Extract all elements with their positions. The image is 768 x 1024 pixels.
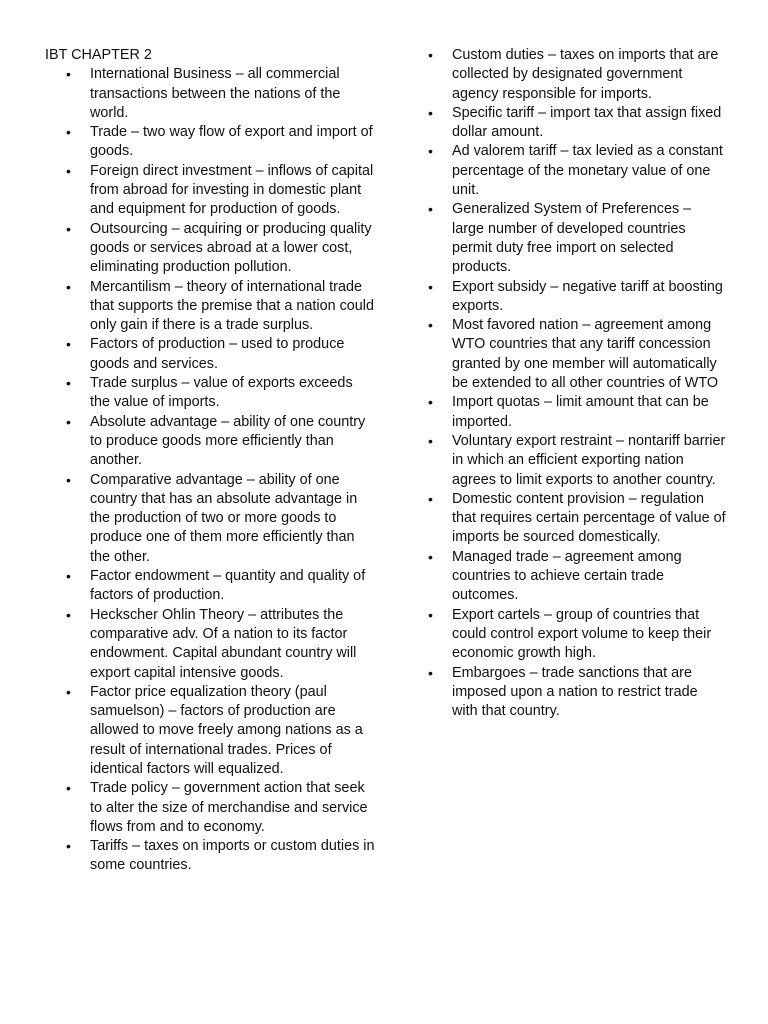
list-item: • Generalized System of Preferences – large number of developed countries permit duty free import on selected products.	[452, 200, 727, 277]
left-column	[45, 46, 375, 876]
list-item: • Domestic content provision – regulation that requires certain percentage of value of imports be sourced domestically.	[452, 490, 727, 548]
right-column	[427, 46, 727, 721]
list-item: • Most favored nation – agreement among WTO countries that any tariff concession granted by one member will automatically be extended to all other countries of WTO	[452, 316, 727, 393]
list-item: • Comparative advantage – ability of one country that has an absolute advantage in the production of two or more goods to produce one of them more efficiently than the other.	[90, 471, 375, 567]
list-item: • Trade policy – government action that seek to alter the size of merchandise and service flows from and to economy.	[90, 779, 375, 837]
list-item: • Custom duties – taxes on imports that are collected by designated government agency responsible for imports.	[452, 46, 727, 104]
list-item: • Ad valorem tariff – tax levied as a constant percentage of the monetary value of one unit.	[452, 142, 727, 200]
list-item: • International Business – all commercial transactions between the nations of the world.	[90, 65, 375, 123]
list-item: • Voluntary export restraint – nontariff barrier in which an efficient exporting nation agrees to limit exports to another country.	[452, 432, 727, 490]
list-item: • Absolute advantage – ability of one country to produce goods more efficiently than another.	[90, 413, 375, 471]
list-item: • Embargoes – trade sanctions that are imposed upon a nation to restrict trade with that country.	[452, 664, 727, 722]
list-item: • Specific tariff – import tax that assign fixed dollar amount.	[452, 104, 727, 143]
list-item: • Trade – two way flow of export and import of goods.	[90, 123, 375, 162]
left-bullet-list	[45, 65, 375, 875]
document-title: IBT CHAPTER 2	[45, 47, 152, 63]
list-item: • Heckscher Ohlin Theory – attributes the comparative adv. Of a nation to its factor endowment. Capital abundant country will export capital intensive goods.	[90, 606, 375, 683]
list-item: • Factor price equalization theory (paul samuelson) – factors of production are allowed to move freely among nations as a result of international trades. Prices of identical factors will equalized.	[90, 683, 375, 779]
right-bullet-list	[427, 46, 727, 721]
list-item: • Import quotas – limit amount that can be imported.	[452, 393, 727, 432]
list-item: • Export subsidy – negative tariff at boosting exports.	[452, 278, 727, 317]
list-item: • Mercantilism – theory of international trade that supports the premise that a nation could only gain if there is a trade surplus.	[90, 278, 375, 336]
list-item: • Tariffs – taxes on imports or custom duties in some countries.	[90, 837, 375, 876]
list-item: • Factors of production – used to produce goods and services.	[90, 335, 375, 374]
list-item: • Export cartels – group of countries that could control export volume to keep their economic growth high.	[452, 606, 727, 664]
list-item: • Outsourcing – acquiring or producing quality goods or services abroad at a lower cost, eliminating production pollution.	[90, 220, 375, 278]
list-item: • Foreign direct investment – inflows of capital from abroad for investing in domestic plant and equipment for production of goods.	[90, 162, 375, 220]
list-item: • Trade surplus – value of exports exceeds the value of imports.	[90, 374, 375, 413]
list-item: • Factor endowment – quantity and quality of factors of production.	[90, 567, 375, 606]
list-item: • Managed trade – agreement among countries to achieve certain trade outcomes.	[452, 548, 727, 606]
